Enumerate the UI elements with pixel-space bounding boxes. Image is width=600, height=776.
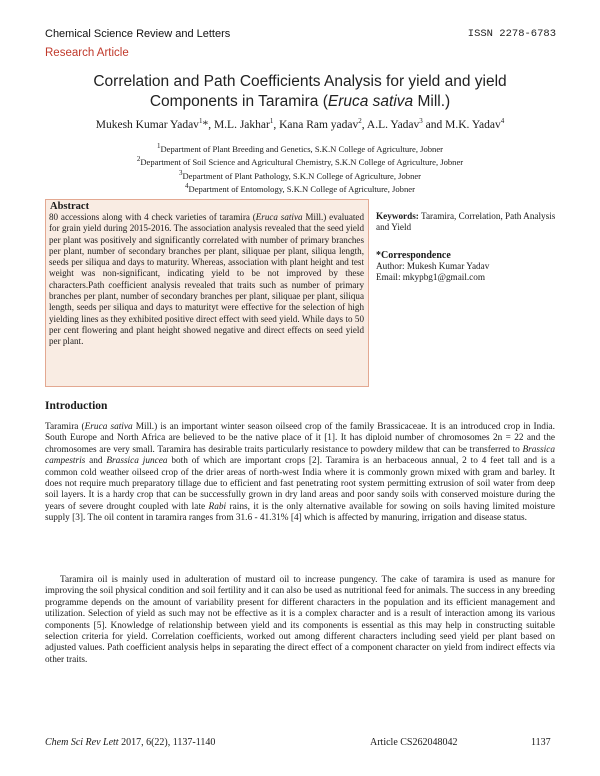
author-name: M.L. Jakhar [213, 118, 270, 131]
author-affiliation-mark: 1 [269, 117, 274, 125]
author-name: and M.K. Yadav [422, 118, 501, 131]
affiliations [45, 141, 555, 195]
text-run: and [85, 456, 107, 467]
article-type: Research Article [45, 47, 129, 59]
text-run: Mill.) is an important winter season oilseed crop of the family Brassicaceae. It is an introduced crop in India. South Europe and North Africa are believed to be the native place of it [1]. It has diploid number of chromosomes 2n = 22 and the chromosomes are very small. Taramira has desirable traits particularly resistance to powdery mildew that can be transferred to [45, 422, 555, 455]
author-name: , Kana Ram yadav [273, 118, 359, 131]
intro-paragraph-2: Taramira oil is mainly used in adulteration of mustard oil to increase pungency. The cake of taramira is used as manure for improving the soil physical condition and soil fertility and it can also be used as nutritional feed for animals. The success in any breeding programme depends on the amount of variability present for different characters in the population and its efficient management and utilization. Selection of yield as such may not be effective as it is a complex character and is a result of interaction among its various components [5]. Knowledge of relationship between yield and its components is essential as this may help in constructing suitable selection criteria for yield. Correlation coefficients, worked out among different characters including seed yield per plant based on adjusted values. Path coefficient analysis helps in separating the direct effect of a component character on yield from indirect effects via other traits. [45, 575, 556, 665]
text-run: Taramira ( [45, 422, 85, 432]
affiliation-line [45, 154, 555, 167]
correspondence-heading: *Correspondence [376, 249, 451, 261]
affiliation-line [45, 181, 555, 194]
species-name: Brassica campestris [45, 444, 555, 467]
corresponding-mark: *, [202, 118, 214, 131]
species-name: Eruca sativa [84, 422, 133, 432]
citation-details: 2017, 6(22), 1137-1140 [118, 737, 216, 748]
affiliation-text: Department of Soil Science and Agricultural Chemistry, S.K.N College of Agriculture, Jobner [140, 157, 464, 168]
paper-title [45, 72, 555, 112]
keywords-text: Taramira, Correlation, Path Analysis and Yield [376, 211, 556, 233]
journal-abbrev: Chem Sci Rev Lett [45, 737, 119, 748]
page-number: 1137 [531, 737, 551, 748]
affiliation-text: Department of Entomology, S.K.N College of Agriculture, Jobner [188, 184, 415, 195]
journal-name: Chemical Science Review and Letters [45, 28, 231, 40]
abstract-box [45, 199, 369, 387]
title-line-1: Correlation and Path Coefficients Analysis for yield and yield [93, 73, 507, 90]
introduction-heading: Introduction [45, 400, 108, 412]
title-line-2 [45, 92, 555, 112]
author-name: , A.L. Yadav [361, 118, 420, 131]
abstract-text [49, 212, 364, 348]
season-name: Rabi [208, 501, 227, 512]
abstract-heading: Abstract [50, 201, 90, 212]
side-panel [376, 211, 556, 283]
correspondence-email[interactable]: Email: mkypbg1@gmail.com [376, 272, 485, 283]
author-affiliation-mark: 4 [500, 117, 505, 125]
author-affiliation-mark: 1 [198, 117, 203, 125]
issn-number: ISSN 2278-6783 [467, 28, 556, 40]
abstract-part: Mill.) evaluated for grain yield during 2015-2016. The association analysis revealed that the seed yield per plant was positively and significantly correlated with number of primary branches per plant, number of secondary branches per plant, siliquae per plant, siliqua length, seeds per siliqua and days to maturity. Whereas, association with plant height and test weight was non-significant, indicating yield to be not improved by these characters.Path coefficient analysis revealed that traits such as number of primary branches per plant, number of secondary branches per plant, siliquae per plant, siliqua length, seeds per siliqua and days to maturityt were effective for the selection of high yielding lines as they exhibited positive direct effect with seed yield. While days to 50 per cent flowering and plant height showed negative and direct effects on seed yield per plant. [49, 212, 364, 347]
affiliation-sup: 2 [136, 155, 141, 164]
intro-paragraph-1 [45, 422, 555, 525]
title-suffix: Mill.) [413, 93, 451, 110]
affiliation-sup: 1 [156, 142, 161, 150]
affiliation-text: Department of Plant Breeding and Genetics, S.K.N College of Agriculture, Jobner [160, 143, 444, 154]
affiliation-text: Department of Plant Pathology, S.K.N College of Agriculture, Jobner [182, 170, 422, 181]
affiliation-sup: 3 [178, 168, 183, 177]
keywords-label: Keywords: [376, 211, 419, 221]
affiliation-line [45, 168, 555, 181]
author-affiliation-mark: 3 [419, 117, 423, 125]
abstract-species: Eruca sativa [255, 212, 303, 222]
author-name: Mukesh Kumar Yadav [95, 118, 199, 131]
text-run: both of which are important crops [2]. Taramira is an herbaceous annual, 2 to 4 feet tall and is a common cold weather oilseed crop of the drier areas of north-west India where it is commonly grown mixed with gram and barley. It does not require much preparatory tillage due to efficient and fast penetrating root system permitting extrusion of soil water from deep soil layers. It is a hardy crop that can be successfully grown in dry land areas and poor sandy soils with conserved moisture during the years of severe drought coupled with late [45, 456, 555, 512]
author-affiliation-mark: 2 [358, 117, 362, 125]
title-prefix: Components in Taramira ( [149, 93, 328, 110]
affiliation-sup: 4 [185, 182, 189, 191]
text-run: rains, it is the only alternative available for sowing on soils having limited moisture supply [3]. The oil content in taramira ranges from 31.6 - 41.31% [4] which is affected by manuring, irrigation and disease status. [45, 501, 555, 524]
title-species: Eruca sativa [327, 93, 414, 110]
keywords [376, 211, 556, 234]
correspondence-author: Author: Mukesh Kumar Yadav [376, 260, 490, 271]
affiliation-line [45, 141, 555, 154]
footer-article-id: Article CS262048042 [370, 737, 458, 748]
abstract-part: 80 accessions along with 4 check varieties of taramira ( [49, 212, 256, 222]
species-name: Brassica juncea [106, 456, 168, 467]
footer-citation [45, 737, 215, 748]
author-list [45, 117, 555, 131]
